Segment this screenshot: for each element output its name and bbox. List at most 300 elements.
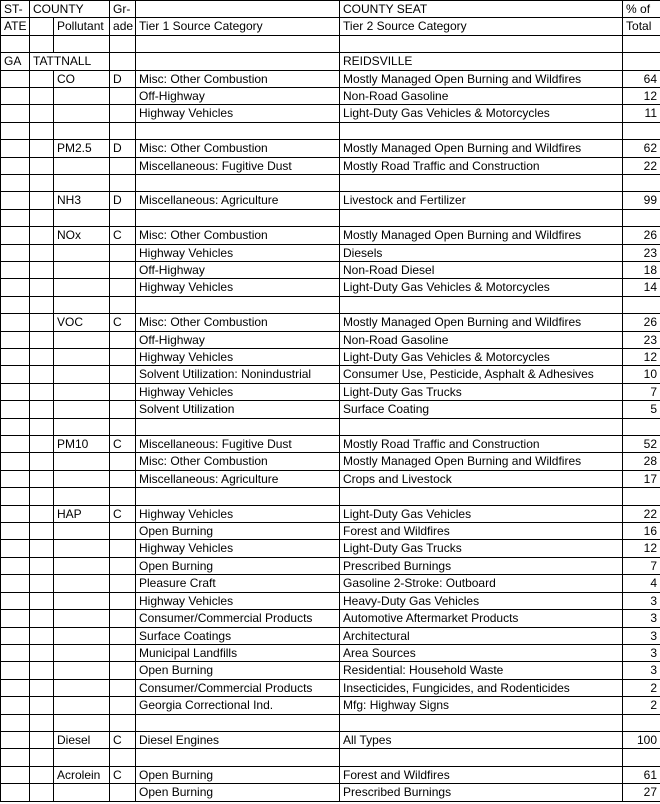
pollutant-cell bbox=[54, 714, 110, 731]
spacer-cell bbox=[30, 366, 54, 383]
pollutant-cell bbox=[54, 401, 110, 418]
percent-cell bbox=[623, 488, 660, 505]
tier2-cell: Crops and Livestock bbox=[340, 470, 623, 487]
percent-cell bbox=[623, 749, 660, 766]
tier1-cell: Off-Highway bbox=[136, 331, 340, 348]
table-row bbox=[1, 557, 660, 574]
state-cell bbox=[1, 662, 30, 679]
state-cell bbox=[1, 157, 30, 174]
pollutant-cell bbox=[54, 453, 110, 470]
pollutant-cell bbox=[54, 697, 110, 714]
spacer-cell bbox=[30, 70, 54, 87]
pollutant-cell bbox=[54, 175, 110, 192]
spacer-cell bbox=[30, 436, 54, 453]
pollutant-cell bbox=[54, 627, 110, 644]
pollutant-cell bbox=[54, 366, 110, 383]
tier2-cell: Non-Road Gasoline bbox=[340, 88, 623, 105]
state-cell bbox=[1, 540, 30, 557]
tier2-cell bbox=[340, 714, 623, 731]
tier1-cell: Highway Vehicles bbox=[136, 105, 340, 122]
tier1-cell: Misc: Other Combustion bbox=[136, 453, 340, 470]
grade-cell bbox=[110, 453, 136, 470]
state-cell bbox=[1, 296, 30, 313]
tier1-cell: Solvent Utilization bbox=[136, 401, 340, 418]
tier2-cell: Mostly Road Traffic and Construction bbox=[340, 157, 623, 174]
header-tier2-cell: Tier 2 Source Category bbox=[340, 18, 623, 35]
tier2-cell: Light-Duty Gas Vehicles & Motorcycles bbox=[340, 349, 623, 366]
tier1-cell: Municipal Landfills bbox=[136, 644, 340, 661]
table-row bbox=[1, 122, 660, 139]
pollutant-cell bbox=[54, 244, 110, 261]
table-row bbox=[1, 592, 660, 609]
grade-cell bbox=[110, 679, 136, 696]
pollutant-cell bbox=[54, 523, 110, 540]
tier1-cell bbox=[136, 488, 340, 505]
pollutant-cell bbox=[54, 662, 110, 679]
pollutant-cell bbox=[54, 418, 110, 435]
tier1-cell: Miscellaneous: Agriculture bbox=[136, 192, 340, 209]
table-row bbox=[1, 644, 660, 661]
tier1-cell: Open Burning bbox=[136, 662, 340, 679]
state-cell bbox=[1, 349, 30, 366]
spacer-cell bbox=[30, 383, 54, 400]
spacer-cell bbox=[30, 627, 54, 644]
percent-cell: 18 bbox=[623, 262, 660, 279]
tier1-cell: Highway Vehicles bbox=[136, 505, 340, 522]
percent-cell: 16 bbox=[623, 523, 660, 540]
spacer-cell bbox=[30, 749, 54, 766]
tier2-cell: Architectural bbox=[340, 627, 623, 644]
pollutant-cell bbox=[54, 488, 110, 505]
state-cell bbox=[1, 331, 30, 348]
pollutant-cell bbox=[54, 610, 110, 627]
pollutant-cell bbox=[54, 296, 110, 313]
tier2-cell bbox=[340, 35, 623, 52]
spacer-cell bbox=[30, 401, 54, 418]
percent-cell: 23 bbox=[623, 331, 660, 348]
header-row bbox=[1, 18, 660, 35]
grade-cell bbox=[110, 488, 136, 505]
tier1-cell: Consumer/Commercial Products bbox=[136, 679, 340, 696]
percent-cell: 7 bbox=[623, 557, 660, 574]
tier1-cell: Highway Vehicles bbox=[136, 383, 340, 400]
grade-cell: D bbox=[110, 192, 136, 209]
table-row bbox=[1, 766, 660, 783]
tier2-cell: Prescribed Burnings bbox=[340, 784, 623, 801]
table-row bbox=[1, 697, 660, 714]
grade-cell bbox=[110, 296, 136, 313]
pollutant-cell bbox=[54, 35, 110, 52]
tier2-cell bbox=[340, 418, 623, 435]
spacer-cell bbox=[30, 331, 54, 348]
spacer-cell bbox=[30, 575, 54, 592]
tier2-cell: Mostly Managed Open Burning and Wildfires bbox=[340, 227, 623, 244]
spacer-cell bbox=[30, 505, 54, 522]
state-cell bbox=[1, 401, 30, 418]
table-row bbox=[1, 244, 660, 261]
percent-cell bbox=[623, 122, 660, 139]
state-cell bbox=[1, 523, 30, 540]
grade-cell bbox=[110, 105, 136, 122]
tier1-cell: Diesel Engines bbox=[136, 731, 340, 748]
spacer-cell bbox=[30, 679, 54, 696]
header-percent-cell: % of bbox=[623, 1, 660, 18]
pollutant-cell bbox=[54, 349, 110, 366]
state-cell bbox=[1, 383, 30, 400]
grade-cell bbox=[110, 244, 136, 261]
grade-cell bbox=[110, 53, 136, 70]
state-cell bbox=[1, 644, 30, 661]
spacer-cell bbox=[30, 644, 54, 661]
header-tier1-cell bbox=[136, 1, 340, 18]
state-cell bbox=[1, 418, 30, 435]
tier1-cell: Georgia Correctional Ind. bbox=[136, 697, 340, 714]
tier1-cell bbox=[136, 749, 340, 766]
percent-cell: 7 bbox=[623, 383, 660, 400]
spacer-cell bbox=[30, 157, 54, 174]
tier2-cell: Residential: Household Waste bbox=[340, 662, 623, 679]
percent-cell: 12 bbox=[623, 349, 660, 366]
grade-cell bbox=[110, 592, 136, 609]
percent-cell: 99 bbox=[623, 192, 660, 209]
table-row bbox=[1, 662, 660, 679]
percent-cell: 14 bbox=[623, 279, 660, 296]
spacer-cell bbox=[30, 88, 54, 105]
tier1-cell: Misc: Other Combustion bbox=[136, 140, 340, 157]
tier1-cell bbox=[136, 175, 340, 192]
tier2-cell bbox=[340, 122, 623, 139]
table-row bbox=[1, 749, 660, 766]
percent-cell: 3 bbox=[623, 627, 660, 644]
state-cell bbox=[1, 627, 30, 644]
table-row bbox=[1, 209, 660, 226]
grade-cell bbox=[110, 366, 136, 383]
table-row bbox=[1, 366, 660, 383]
grade-cell: C bbox=[110, 314, 136, 331]
header-county-cell: COUNTY bbox=[30, 1, 110, 18]
tier2-cell: Forest and Wildfires bbox=[340, 766, 623, 783]
tier2-cell bbox=[340, 175, 623, 192]
tier2-cell: Light-Duty Gas Trucks bbox=[340, 540, 623, 557]
grade-cell bbox=[110, 749, 136, 766]
tier1-cell: Misc: Other Combustion bbox=[136, 314, 340, 331]
grade-cell: D bbox=[110, 140, 136, 157]
table-row bbox=[1, 383, 660, 400]
pollutant-cell bbox=[54, 157, 110, 174]
pollutant-cell bbox=[54, 383, 110, 400]
spacer-cell bbox=[30, 209, 54, 226]
table-row bbox=[1, 401, 660, 418]
spacer-cell bbox=[30, 488, 54, 505]
percent-cell bbox=[623, 175, 660, 192]
state-cell bbox=[1, 697, 30, 714]
tier2-cell: Mfg: Highway Signs bbox=[340, 697, 623, 714]
header-row bbox=[1, 1, 660, 18]
percent-cell: 52 bbox=[623, 436, 660, 453]
tier2-cell bbox=[340, 296, 623, 313]
header-tier2-cell: COUNTY SEAT bbox=[340, 1, 623, 18]
grade-cell: C bbox=[110, 766, 136, 783]
state-cell bbox=[1, 610, 30, 627]
tier1-cell: Off-Highway bbox=[136, 262, 340, 279]
grade-cell bbox=[110, 470, 136, 487]
grade-cell: C bbox=[110, 731, 136, 748]
percent-cell bbox=[623, 296, 660, 313]
percent-cell: 5 bbox=[623, 401, 660, 418]
table-row bbox=[1, 192, 660, 209]
tier1-cell: Open Burning bbox=[136, 523, 340, 540]
state-cell bbox=[1, 557, 30, 574]
tier2-cell: Gasoline 2-Stroke: Outboard bbox=[340, 575, 623, 592]
state-cell bbox=[1, 88, 30, 105]
state-cell bbox=[1, 140, 30, 157]
pollutant-cell bbox=[54, 679, 110, 696]
state-cell bbox=[1, 35, 30, 52]
spacer-cell bbox=[30, 192, 54, 209]
table-row bbox=[1, 279, 660, 296]
state-cell bbox=[1, 784, 30, 801]
header-percent-cell: Total bbox=[623, 18, 660, 35]
tier1-cell bbox=[136, 209, 340, 226]
header-grade-cell: Gr- bbox=[110, 1, 136, 18]
pollutant-cell: Acrolein bbox=[54, 766, 110, 783]
tier2-cell: Automotive Aftermarket Products bbox=[340, 610, 623, 627]
table-row bbox=[1, 784, 660, 801]
tier2-cell: Mostly Managed Open Burning and Wildfires bbox=[340, 140, 623, 157]
tier2-cell: REIDSVILLE bbox=[340, 53, 623, 70]
table-row bbox=[1, 53, 660, 70]
tier2-cell: Heavy-Duty Gas Vehicles bbox=[340, 592, 623, 609]
tier1-cell: Highway Vehicles bbox=[136, 279, 340, 296]
percent-cell: 2 bbox=[623, 679, 660, 696]
pollutant-cell bbox=[54, 784, 110, 801]
grade-cell bbox=[110, 383, 136, 400]
grade-cell bbox=[110, 714, 136, 731]
header-tier1-cell: Tier 1 Source Category bbox=[136, 18, 340, 35]
grade-cell bbox=[110, 88, 136, 105]
state-cell bbox=[1, 505, 30, 522]
tier2-cell: Mostly Managed Open Burning and Wildfires bbox=[340, 453, 623, 470]
percent-cell: 17 bbox=[623, 470, 660, 487]
grade-cell bbox=[110, 209, 136, 226]
tier2-cell: Area Sources bbox=[340, 644, 623, 661]
spacer-cell bbox=[30, 470, 54, 487]
tier2-cell: Light-Duty Gas Vehicles & Motorcycles bbox=[340, 105, 623, 122]
grade-cell bbox=[110, 418, 136, 435]
state-cell bbox=[1, 227, 30, 244]
tier2-cell: Non-Road Diesel bbox=[340, 262, 623, 279]
tier1-cell: Highway Vehicles bbox=[136, 244, 340, 261]
state-cell bbox=[1, 470, 30, 487]
pollutant-cell bbox=[54, 88, 110, 105]
spacer-cell bbox=[30, 175, 54, 192]
spacer-cell bbox=[30, 540, 54, 557]
tier2-cell bbox=[340, 209, 623, 226]
table-row bbox=[1, 140, 660, 157]
table-row bbox=[1, 470, 660, 487]
state-cell bbox=[1, 731, 30, 748]
table-row bbox=[1, 453, 660, 470]
tier1-cell: Off-Highway bbox=[136, 88, 340, 105]
table-row bbox=[1, 679, 660, 696]
tier1-cell: Open Burning bbox=[136, 784, 340, 801]
percent-cell: 22 bbox=[623, 505, 660, 522]
percent-cell: 4 bbox=[623, 575, 660, 592]
grade-cell: C bbox=[110, 227, 136, 244]
table-row bbox=[1, 349, 660, 366]
pollutant-cell bbox=[54, 105, 110, 122]
percent-cell: 12 bbox=[623, 88, 660, 105]
pollutant-cell: Diesel bbox=[54, 731, 110, 748]
pollutant-cell: CO bbox=[54, 70, 110, 87]
tier2-cell: Forest and Wildfires bbox=[340, 523, 623, 540]
table-row bbox=[1, 35, 660, 52]
spacer-cell bbox=[30, 244, 54, 261]
state-cell bbox=[1, 749, 30, 766]
table-row bbox=[1, 70, 660, 87]
spacer-cell bbox=[30, 227, 54, 244]
table-row bbox=[1, 523, 660, 540]
tier1-cell: Miscellaneous: Fugitive Dust bbox=[136, 436, 340, 453]
tier1-cell: Pleasure Craft bbox=[136, 575, 340, 592]
grade-cell bbox=[110, 262, 136, 279]
tier2-cell bbox=[340, 488, 623, 505]
state-cell bbox=[1, 766, 30, 783]
percent-cell: 23 bbox=[623, 244, 660, 261]
tier2-cell: Diesels bbox=[340, 244, 623, 261]
state-cell bbox=[1, 714, 30, 731]
tier2-cell: Livestock and Fertilizer bbox=[340, 192, 623, 209]
percent-cell bbox=[623, 418, 660, 435]
tier2-cell: Light-Duty Gas Trucks bbox=[340, 383, 623, 400]
table-row bbox=[1, 575, 660, 592]
table-row bbox=[1, 314, 660, 331]
spacer-cell bbox=[30, 766, 54, 783]
table-row bbox=[1, 105, 660, 122]
pollutant-cell bbox=[54, 592, 110, 609]
spacer-cell bbox=[30, 592, 54, 609]
spacer-cell bbox=[30, 140, 54, 157]
grade-cell bbox=[110, 157, 136, 174]
grade-cell: D bbox=[110, 70, 136, 87]
tier1-cell: Highway Vehicles bbox=[136, 592, 340, 609]
table-row bbox=[1, 331, 660, 348]
table-row bbox=[1, 262, 660, 279]
grade-cell bbox=[110, 279, 136, 296]
percent-cell: 62 bbox=[623, 140, 660, 157]
percent-cell: 28 bbox=[623, 453, 660, 470]
pollutant-cell bbox=[54, 279, 110, 296]
percent-cell: 2 bbox=[623, 697, 660, 714]
spacer-cell bbox=[30, 731, 54, 748]
percent-cell: 3 bbox=[623, 610, 660, 627]
grade-cell bbox=[110, 122, 136, 139]
tier2-cell: Light-Duty Gas Vehicles bbox=[340, 505, 623, 522]
spacer-cell bbox=[30, 610, 54, 627]
pollutant-cell bbox=[54, 331, 110, 348]
tier1-cell: Open Burning bbox=[136, 557, 340, 574]
percent-cell bbox=[623, 209, 660, 226]
spacer-cell bbox=[30, 296, 54, 313]
pollutant-cell: NH3 bbox=[54, 192, 110, 209]
grade-cell: C bbox=[110, 505, 136, 522]
grade-cell: C bbox=[110, 436, 136, 453]
pollutant-cell: PM2.5 bbox=[54, 140, 110, 157]
state-cell bbox=[1, 244, 30, 261]
pollutant-cell: VOC bbox=[54, 314, 110, 331]
tier1-cell bbox=[136, 418, 340, 435]
percent-cell: 10 bbox=[623, 366, 660, 383]
state-cell bbox=[1, 262, 30, 279]
state-cell bbox=[1, 575, 30, 592]
percent-cell: 61 bbox=[623, 766, 660, 783]
tier2-cell bbox=[340, 749, 623, 766]
state-cell: GA bbox=[1, 53, 30, 70]
tier1-cell bbox=[136, 296, 340, 313]
state-cell bbox=[1, 366, 30, 383]
state-cell bbox=[1, 122, 30, 139]
percent-cell: 26 bbox=[623, 227, 660, 244]
grade-cell bbox=[110, 784, 136, 801]
county-cell: TATTNALL bbox=[30, 53, 110, 70]
percent-cell: 26 bbox=[623, 314, 660, 331]
pollutant-cell: PM10 bbox=[54, 436, 110, 453]
percent-cell bbox=[623, 35, 660, 52]
grade-cell bbox=[110, 575, 136, 592]
pollutant-cell bbox=[54, 470, 110, 487]
percent-cell: 22 bbox=[623, 157, 660, 174]
grade-cell bbox=[110, 175, 136, 192]
percent-cell: 3 bbox=[623, 662, 660, 679]
pollutant-cell bbox=[54, 749, 110, 766]
tier2-cell: Consumer Use, Pesticide, Asphalt & Adhesives bbox=[340, 366, 623, 383]
percent-cell: 64 bbox=[623, 70, 660, 87]
table-row bbox=[1, 157, 660, 174]
tier1-cell bbox=[136, 714, 340, 731]
table-row bbox=[1, 610, 660, 627]
grade-cell bbox=[110, 697, 136, 714]
header-state-cell: ST- bbox=[1, 1, 30, 18]
table-row bbox=[1, 731, 660, 748]
pollutant-cell bbox=[54, 540, 110, 557]
tier1-cell bbox=[136, 35, 340, 52]
state-cell bbox=[1, 192, 30, 209]
pollutant-cell: NOx bbox=[54, 227, 110, 244]
state-cell bbox=[1, 209, 30, 226]
grade-cell bbox=[110, 349, 136, 366]
table-row bbox=[1, 227, 660, 244]
grade-cell bbox=[110, 401, 136, 418]
tier2-cell: All Types bbox=[340, 731, 623, 748]
tier1-cell: Misc: Other Combustion bbox=[136, 227, 340, 244]
tier2-cell: Mostly Managed Open Burning and Wildfires bbox=[340, 70, 623, 87]
pollutant-cell: HAP bbox=[54, 505, 110, 522]
tier2-cell: Mostly Managed Open Burning and Wildfires bbox=[340, 314, 623, 331]
tier1-cell: Miscellaneous: Fugitive Dust bbox=[136, 157, 340, 174]
tier1-cell: Consumer/Commercial Products bbox=[136, 610, 340, 627]
percent-cell: 100 bbox=[623, 731, 660, 748]
pollutant-cell bbox=[54, 644, 110, 661]
state-cell bbox=[1, 453, 30, 470]
grade-cell bbox=[110, 662, 136, 679]
header-spacer-cell bbox=[30, 18, 54, 35]
grade-cell bbox=[110, 540, 136, 557]
spacer-cell bbox=[30, 453, 54, 470]
tier1-cell bbox=[136, 53, 340, 70]
spacer-cell bbox=[30, 262, 54, 279]
state-cell bbox=[1, 175, 30, 192]
tier2-cell: Surface Coating bbox=[340, 401, 623, 418]
